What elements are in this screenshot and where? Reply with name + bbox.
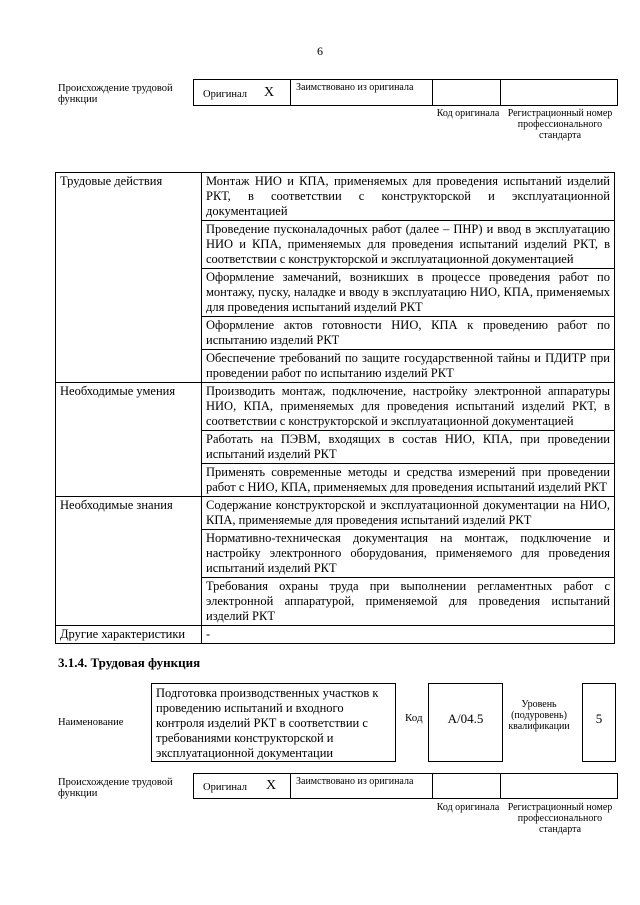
- name-value: Подготовка производственных участков к проведению испытаний и входного контроля изделий РКТ в соответствии с требованиями конструкторской и эксплуатационной документации: [156, 686, 379, 760]
- table-row: [56, 626, 615, 644]
- section-heading: 3.1.4. Трудовая функция: [58, 655, 201, 670]
- page-number: 6: [317, 44, 323, 58]
- level-value: 5: [595, 711, 603, 726]
- row-item: Требования охраны труда при выполнении регламентных работ с электронной аппаратурой, применяемой для проведения испытаний изделий РКТ: [202, 578, 615, 626]
- row-item: Оформление замечаний, возникших в процессе проведения работ по монтажу, пуску, наладке и вводу в эксплуатацию НИО, КПА, применяемых для проведения испытаний изделий РКТ: [202, 269, 615, 317]
- row-item: Проведение пусконаладочных работ (далее – ПНР) и ввод в эксплуатацию НИО и КПА, применяемых для проведения испытаний изделий РКТ, в соответствии с конструкторской и эксплуатационной документацией: [202, 221, 615, 269]
- original-cell-2: [193, 773, 291, 799]
- table-row: [56, 173, 615, 221]
- table-row: [56, 383, 615, 431]
- reg-caption-2: Регистрационный номер профессионального стандарта: [507, 802, 613, 835]
- table-row: [56, 497, 615, 530]
- borrowed-label-2: Заимствовано из оригинала: [296, 776, 414, 787]
- level-value-cell: [582, 683, 616, 762]
- row-item: Содержание конструкторской и эксплуатационной документации на НИО, КПА, применяемые для проведения испытаний изделий РКТ: [202, 497, 615, 530]
- row-label: Другие характеристики: [56, 626, 202, 644]
- origin-label-2: Происхождение трудовой функции: [58, 777, 173, 799]
- row-item: Оформление актов готовности НИО, КПА к проведению работ по испытанию изделий РКТ: [202, 317, 615, 350]
- row-item: Производить монтаж, подключение, настройку электронной аппаратуры НИО, КПА, применяемых для проведения испытаний изделий РКТ, в соответствии с конструкторской и эксплуатационной документацией: [202, 383, 615, 431]
- name-label: Наименование: [58, 717, 124, 728]
- borrowed-cell-2: [290, 773, 433, 799]
- code-value-cell: [428, 683, 503, 762]
- work-function-table: [55, 172, 615, 644]
- name-value-cell: [151, 683, 396, 762]
- original-label-2: Оригинал: [203, 782, 247, 793]
- original-code-cell-2: [432, 773, 501, 799]
- code-label: Код: [405, 712, 423, 724]
- original-label: Оригинал: [203, 89, 247, 100]
- code-caption-2: Код оригинала: [436, 802, 500, 813]
- original-mark: X: [264, 85, 275, 100]
- row-label: Необходимые знания: [56, 497, 202, 626]
- original-code-cell: [432, 79, 501, 106]
- reg-number-cell: [500, 79, 618, 106]
- original-cell: [193, 79, 291, 106]
- row-item: Работать на ПЭВМ, входящих в состав НИО, КПА, при проведении испытаний изделий РКТ: [202, 431, 615, 464]
- origin-label: Происхождение трудовой функции: [58, 83, 173, 105]
- reg-number-cell-2: [500, 773, 618, 799]
- row-label: Необходимые умения: [56, 383, 202, 497]
- code-value: А/04.5: [447, 711, 484, 726]
- borrowed-cell: [290, 79, 433, 106]
- row-label: Трудовые действия: [56, 173, 202, 383]
- level-label: Уровень (подуровень) квалификации: [508, 699, 570, 732]
- row-item: Обеспечение требований по защите государственной тайны и ПДИТР при проведении работ по испытанию изделий РКТ: [202, 350, 615, 383]
- code-caption: Код оригинала: [436, 108, 500, 119]
- reg-caption: Регистрационный номер профессионального стандарта: [507, 108, 613, 141]
- row-item: Применять современные методы и средства измерений при проведении работ с НИО, КПА, применяемых для проведения испытаний изделий РКТ: [202, 464, 615, 497]
- row-item: Монтаж НИО и КПА, применяемых для проведения испытаний изделий РКТ, в соответствии с конструкторской и эксплуатационной документацией: [202, 173, 615, 221]
- row-item: -: [202, 626, 615, 644]
- borrowed-label: Заимствовано из оригинала: [296, 82, 414, 93]
- row-item: Нормативно-техническая документация на монтаж, подключение и настройку электронного оборудования, применяемого для проведения испытаний изделий РКТ: [202, 530, 615, 578]
- original-mark-2: X: [266, 778, 277, 793]
